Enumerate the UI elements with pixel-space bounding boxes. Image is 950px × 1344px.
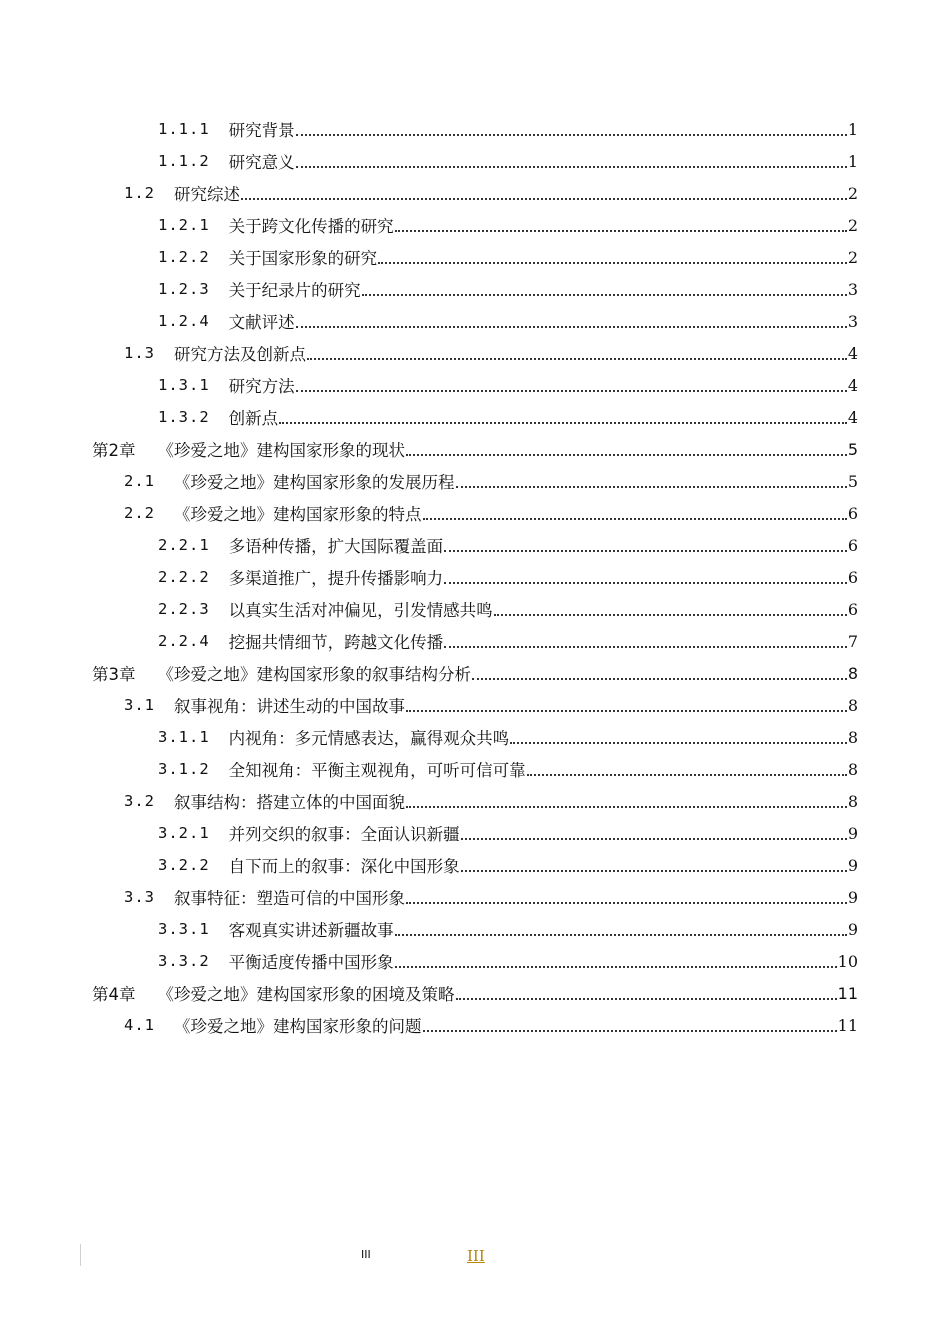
toc-entry-number: 1.2.1 bbox=[158, 216, 210, 234]
toc-entry-title: 以真实生活对冲偏见，引发情感共鸣 bbox=[228, 601, 493, 620]
toc-entry-title: 《珍爱之地》建构国家形象的现状 bbox=[157, 441, 405, 460]
toc-entry-number: 3.1 bbox=[124, 696, 155, 714]
toc-entry-number: 3.2.1 bbox=[158, 824, 210, 842]
toc-entry-page: 4 bbox=[847, 407, 858, 427]
toc-entry-number: 1.2.2 bbox=[158, 248, 210, 266]
toc-entry-page: 3 bbox=[847, 279, 858, 299]
toc-dot-leader bbox=[444, 549, 847, 552]
toc-entry-number: 3.1.1 bbox=[158, 728, 210, 746]
toc-entry[interactable] bbox=[0, 721, 950, 753]
toc-entry[interactable] bbox=[0, 561, 950, 593]
toc-entry-title: 文献评述 bbox=[228, 313, 295, 332]
toc-entry[interactable] bbox=[0, 945, 950, 977]
toc-entry-number: 2.2.4 bbox=[158, 632, 210, 650]
toc-entry[interactable] bbox=[0, 529, 950, 561]
toc-entry-page: 6 bbox=[847, 535, 858, 555]
toc-entry-page: 8 bbox=[847, 727, 858, 747]
toc-dot-leader bbox=[378, 261, 847, 264]
toc-entry-number: 第2章 bbox=[92, 441, 136, 460]
toc-dot-leader bbox=[423, 517, 847, 520]
toc-entry-page: 8 bbox=[847, 791, 858, 811]
toc-entry-page: 11 bbox=[837, 983, 858, 1003]
toc-entry-page: 8 bbox=[847, 663, 858, 683]
toc-entry-number: 2.2.3 bbox=[158, 600, 210, 618]
toc-entry-title: 研究意义 bbox=[228, 153, 295, 172]
toc-dot-leader bbox=[494, 613, 847, 616]
toc-entry-page: 4 bbox=[847, 375, 858, 395]
toc-entry-page: 11 bbox=[837, 1015, 858, 1035]
toc-entry-page: 1 bbox=[847, 119, 858, 139]
table-of-contents bbox=[0, 113, 950, 1041]
toc-entry-title: 叙事视角：讲述生动的中国故事 bbox=[174, 697, 405, 716]
toc-entry[interactable] bbox=[0, 913, 950, 945]
toc-entry-number: 第4章 bbox=[92, 985, 136, 1004]
toc-entry-page: 5 bbox=[847, 439, 858, 459]
toc-entry[interactable] bbox=[0, 817, 950, 849]
footer-divider bbox=[80, 1244, 81, 1266]
toc-dot-leader bbox=[406, 901, 847, 904]
toc-entry[interactable] bbox=[0, 689, 950, 721]
toc-entry-number: 1.1.2 bbox=[158, 152, 210, 170]
toc-entry[interactable] bbox=[0, 465, 950, 497]
toc-entry-title: 关于纪录片的研究 bbox=[228, 281, 361, 300]
toc-entry-title: 挖掘共情细节，跨越文化传播 bbox=[228, 633, 444, 652]
toc-entry-title: 研究综述 bbox=[174, 185, 240, 204]
toc-entry[interactable] bbox=[0, 657, 950, 689]
toc-entry-page: 2 bbox=[847, 183, 858, 203]
toc-entry-title: 《珍爱之地》建构国家形象的困境及策略 bbox=[157, 985, 455, 1004]
toc-dot-leader bbox=[527, 773, 847, 776]
toc-entry[interactable] bbox=[0, 625, 950, 657]
toc-entry-page: 6 bbox=[847, 567, 858, 587]
toc-entry-title: 内视角：多元情感表达，赢得观众共鸣 bbox=[228, 729, 510, 748]
toc-entry-number: 1.3.2 bbox=[158, 408, 210, 426]
toc-entry-title: 研究方法 bbox=[228, 377, 295, 396]
toc-entry-title: 《珍爱之地》建构国家形象的发展历程 bbox=[174, 473, 455, 492]
toc-dot-leader bbox=[296, 165, 847, 168]
toc-entry[interactable] bbox=[0, 369, 950, 401]
toc-entry-number: 第3章 bbox=[92, 665, 136, 684]
toc-entry[interactable] bbox=[0, 977, 950, 1009]
toc-dot-leader bbox=[406, 709, 847, 712]
toc-entry-title: 研究背景 bbox=[228, 121, 295, 140]
toc-entry[interactable] bbox=[0, 785, 950, 817]
toc-entry-page: 2 bbox=[847, 247, 858, 267]
toc-entry-page: 10 bbox=[837, 951, 858, 971]
toc-dot-leader bbox=[307, 357, 847, 360]
toc-entry-title: 并列交织的叙事：全面认识新疆 bbox=[228, 825, 460, 844]
toc-entry[interactable] bbox=[0, 401, 950, 433]
toc-entry-page: 4 bbox=[847, 343, 858, 363]
toc-entry-number: 3.3.1 bbox=[158, 920, 210, 938]
toc-entry-page: 1 bbox=[847, 151, 858, 171]
toc-entry-title: 关于国家形象的研究 bbox=[228, 249, 378, 268]
toc-dot-leader bbox=[461, 869, 847, 872]
toc-dot-leader bbox=[456, 997, 837, 1000]
toc-entry[interactable] bbox=[0, 241, 950, 273]
toc-entry[interactable] bbox=[0, 593, 950, 625]
footer-page-link[interactable]: III bbox=[467, 1247, 485, 1265]
toc-entry-number: 3.3 bbox=[124, 888, 155, 906]
toc-entry-title: 创新点 bbox=[228, 409, 279, 428]
toc-entry-page: 8 bbox=[847, 695, 858, 715]
toc-entry-title: 平衡适度传播中国形象 bbox=[228, 953, 394, 972]
toc-dot-leader bbox=[296, 133, 847, 136]
toc-entry-page: 3 bbox=[847, 311, 858, 331]
footer-page-number: III bbox=[361, 1248, 371, 1261]
toc-entry[interactable] bbox=[0, 1009, 950, 1041]
toc-entry[interactable] bbox=[0, 337, 950, 369]
toc-entry[interactable] bbox=[0, 209, 950, 241]
toc-entry-title: 叙事结构：搭建立体的中国面貌 bbox=[174, 793, 405, 812]
toc-entry-page: 9 bbox=[847, 855, 858, 875]
toc-entry-number: 3.1.2 bbox=[158, 760, 210, 778]
toc-entry-number: 1.2.4 bbox=[158, 312, 210, 330]
toc-entry-number: 1.1.1 bbox=[158, 120, 210, 138]
toc-entry[interactable] bbox=[0, 305, 950, 337]
toc-dot-leader bbox=[241, 197, 847, 200]
toc-dot-leader bbox=[461, 837, 847, 840]
toc-entry[interactable] bbox=[0, 497, 950, 529]
toc-dot-leader bbox=[472, 677, 847, 680]
toc-entry-title: 多语种传播，扩大国际覆盖面 bbox=[228, 537, 444, 556]
toc-entry-page: 6 bbox=[847, 599, 858, 619]
toc-entry-page: 2 bbox=[847, 215, 858, 235]
toc-dot-leader bbox=[279, 421, 847, 424]
toc-entry-number: 1.3.1 bbox=[158, 376, 210, 394]
toc-entry-number: 1.2 bbox=[124, 184, 155, 202]
toc-entry-number: 2.2.1 bbox=[158, 536, 210, 554]
toc-entry-number: 2.1 bbox=[124, 472, 155, 490]
toc-entry-title: 《珍爱之地》建构国家形象的叙事结构分析 bbox=[157, 665, 471, 684]
toc-dot-leader bbox=[395, 965, 837, 968]
toc-entry-page: 9 bbox=[847, 919, 858, 939]
toc-entry[interactable] bbox=[0, 177, 950, 209]
toc-dot-leader bbox=[510, 741, 847, 744]
toc-entry-page: 5 bbox=[847, 471, 858, 491]
toc-entry-number: 3.2 bbox=[124, 792, 155, 810]
toc-entry-page: 7 bbox=[847, 631, 858, 651]
toc-dot-leader bbox=[444, 581, 847, 584]
toc-entry-title: 多渠道推广，提升传播影响力 bbox=[228, 569, 444, 588]
toc-entry[interactable] bbox=[0, 433, 950, 465]
toc-dot-leader bbox=[444, 645, 847, 648]
toc-dot-leader bbox=[406, 805, 847, 808]
toc-entry[interactable] bbox=[0, 113, 950, 145]
toc-entry-title: 全知视角：平衡主观视角，可听可信可靠 bbox=[228, 761, 526, 780]
toc-dot-leader bbox=[362, 293, 847, 296]
toc-entry-page: 6 bbox=[847, 503, 858, 523]
toc-entry-title: 《珍爱之地》建构国家形象的特点 bbox=[174, 505, 422, 524]
toc-entry[interactable] bbox=[0, 753, 950, 785]
toc-dot-leader bbox=[406, 453, 847, 456]
toc-entry-number: 4.1 bbox=[124, 1016, 155, 1034]
toc-entry[interactable] bbox=[0, 849, 950, 881]
toc-entry-title: 叙事特征：塑造可信的中国形象 bbox=[174, 889, 405, 908]
toc-entry-title: 自下而上的叙事：深化中国形象 bbox=[228, 857, 460, 876]
toc-entry-title: 关于跨文化传播的研究 bbox=[228, 217, 394, 236]
toc-entry[interactable] bbox=[0, 273, 950, 305]
toc-dot-leader bbox=[423, 1029, 837, 1032]
toc-entry-number: 2.2 bbox=[124, 504, 155, 522]
toc-entry-title: 《珍爱之地》建构国家形象的问题 bbox=[174, 1017, 422, 1036]
toc-entry-number: 1.3 bbox=[124, 344, 155, 362]
toc-entry-number: 2.2.2 bbox=[158, 568, 210, 586]
toc-entry-number: 3.3.2 bbox=[158, 952, 210, 970]
toc-dot-leader bbox=[456, 485, 847, 488]
toc-entry[interactable] bbox=[0, 145, 950, 177]
toc-dot-leader bbox=[395, 229, 847, 232]
toc-entry-title: 研究方法及创新点 bbox=[174, 345, 306, 364]
toc-dot-leader bbox=[395, 933, 847, 936]
toc-entry-number: 1.2.3 bbox=[158, 280, 210, 298]
toc-entry-number: 3.2.2 bbox=[158, 856, 210, 874]
toc-entry-page: 8 bbox=[847, 759, 858, 779]
toc-dot-leader bbox=[296, 325, 847, 328]
toc-dot-leader bbox=[296, 389, 847, 392]
toc-entry[interactable] bbox=[0, 881, 950, 913]
toc-entry-page: 9 bbox=[847, 887, 858, 907]
toc-entry-title: 客观真实讲述新疆故事 bbox=[228, 921, 394, 940]
toc-entry-page: 9 bbox=[847, 823, 858, 843]
